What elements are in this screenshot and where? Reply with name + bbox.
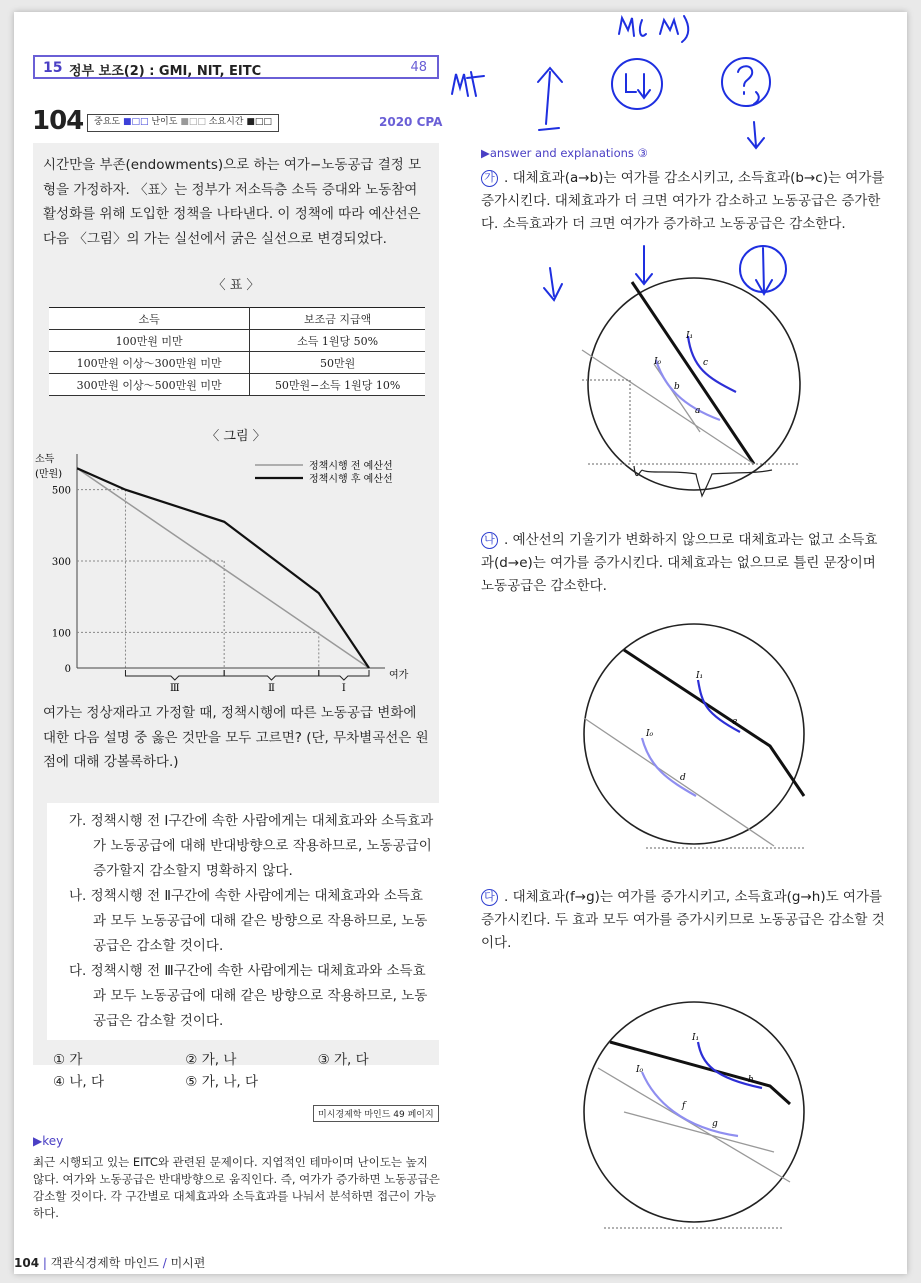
table-cell: 100만원 미만 — [49, 330, 250, 352]
table-cell: 50만원−소득 1원당 10% — [250, 374, 425, 396]
segment-brace — [125, 670, 224, 680]
statement-list — [47, 803, 443, 1040]
table-row — [49, 352, 425, 374]
chapter-number: 15 — [43, 60, 63, 76]
table-cell: 소득 1원당 50% — [250, 330, 425, 352]
choice-1[interactable]: ① 가 — [53, 1052, 83, 1068]
answer-choices — [53, 1049, 428, 1093]
table-header: 보조금 지급액 — [250, 308, 425, 330]
y-axis-label: (만원) — [35, 469, 63, 480]
figure-caption: 〈 그림 〉 — [206, 429, 266, 444]
answer-na — [481, 529, 889, 598]
table-caption: 〈 표 〉 — [212, 278, 260, 293]
answer-ga — [481, 167, 889, 236]
statement-na: 나. 정책시행 전 Ⅱ구간에 속한 사람에게는 대체효과와 소득효과 모두 노동공급에 대해 같은 방향으로 작용하므로, 노동공급은 감소할 것이다. — [69, 888, 428, 954]
importance-rating: ■□□ — [122, 117, 149, 127]
table-row — [49, 374, 425, 396]
textbook-page — [14, 12, 907, 1274]
choice-5[interactable]: ⑤ 가, 나, 다 — [185, 1074, 258, 1090]
chapter-title: 정부 보조(2) : GMI, NIT, EITC — [69, 64, 262, 79]
legend — [255, 459, 393, 485]
question-stem: 시간만을 부존(endowments)으로 하는 여가−노동공급 결정 모형을 가정하자. 〈표〉는 정부가 저소득층 소득 증대와 노동참여 활성화를 위해 도입한 정책을 나타낸다. 이 정책에 따라 예산선은 다음 〈그림〉의 가는 실선에서 굵은 실선으로 변경되었다. — [43, 157, 422, 247]
marker-ga: 가 — [481, 170, 498, 187]
diagram-na — [574, 620, 814, 860]
y-ticks — [52, 486, 71, 675]
footer-page-number: 104 — [14, 1256, 40, 1270]
time-label: 소요시간 — [208, 117, 244, 127]
key-text: 최근 시행되고 있는 EITC와 관련된 문제이다. 지엽적인 테마이며 난이도는 높지 않다. 여가와 노동공급은 반대방향으로 움직인다. 즉, 여가가 증가하면 노동공급은 감소할 것이다. 각 구간별로 대체효과와 소득효과를 나눠서 분석하면 접근이 가능하다. — [33, 1155, 440, 1220]
table-row — [49, 330, 425, 352]
label-c: c — [703, 358, 709, 368]
statement-da: 다. 정책시행 전 Ⅲ구간에 속한 사람에게는 대체효과와 소득효과 모두 노동공급에 대해 같은 방향으로 작용하므로, 노동공급은 감소할 것이다. — [69, 963, 428, 1029]
difficulty-label: 난이도 — [151, 117, 178, 127]
legend-before: 정책시행 전 예산선 — [309, 461, 393, 472]
y-tick-label: 100 — [51, 628, 71, 640]
label-I0: I₀ — [646, 729, 654, 739]
answer-ga-text: . 대체효과(a→b)는 여가를 감소시키고, 소득효과(b→c)는 여가를 증가시킨다. 대체효과가 더 크면 여가가 감소하고 노동공급은 증가한다. 소득효과가 더 크면 여가가 증가하고 노동공급은 감소한다. — [481, 170, 885, 232]
footer-section: 미시편 — [170, 1256, 206, 1270]
key-label: ▶key — [33, 1134, 64, 1148]
segment-brace — [319, 670, 369, 680]
difficulty-rating: ■□□ — [180, 117, 206, 127]
answer-da — [481, 886, 889, 955]
answer-na-text: . 예산선의 기울기가 변화하지 않으므로 대체효과는 없고 소득효과(d→e)는 여가를 증가시킨다. 대체효과는 없으므로 틀린 문장이며 노동공급은 감소한다. — [481, 532, 878, 594]
label-I1: I₁ — [692, 1033, 700, 1043]
question-box — [33, 143, 439, 1090]
y-axis-label: 소득 — [35, 454, 55, 465]
budget-line-chart — [33, 448, 439, 693]
question-meta — [87, 114, 279, 132]
label-e: e — [732, 717, 738, 727]
time-rating: ■□□ — [246, 117, 272, 127]
importance-label: 중요도 — [94, 117, 121, 127]
segment-label: Ⅰ — [341, 683, 346, 694]
answer-da-text: . 대체효과(f→g)는 여가를 증가시키고, 소득효과(g→h)도 여가를 증가시킨다. 두 효과 모두 여가를 증가시키므로 노동공급은 감소할 것이다. — [481, 889, 885, 951]
y-tick-label: 0 — [64, 664, 71, 675]
table-header-row — [49, 308, 425, 330]
question-number: 104 — [32, 106, 84, 136]
label-I0: I₀ — [654, 357, 662, 367]
diagram-da — [574, 1002, 814, 1242]
choice-3[interactable]: ③ 가, 다 — [317, 1052, 369, 1068]
series-before — [77, 468, 369, 668]
footer-book-title: 객관식경제학 마인드 — [50, 1256, 159, 1270]
label-g: g — [712, 1119, 718, 1129]
segment-braces — [125, 670, 369, 694]
subsidy-table — [49, 307, 425, 396]
reference-tag: 미시경제학 마인드 49 페이지 — [313, 1105, 439, 1122]
page-footer: 104 | 객관식경제학 마인드 / 미시편 — [14, 1256, 206, 1270]
x-axis-label: 여가 — [389, 670, 409, 681]
label-I1: I₁ — [696, 671, 704, 681]
segment-label: Ⅲ — [169, 683, 180, 694]
question-prompt: 여가는 정상재라고 가정할 때, 정책시행에 따른 노동공급 변화에 대한 다음 설명 중 옳은 것만을 모두 고르면? (단, 무차별곡선은 원점에 대해 강볼록하다.) — [43, 705, 429, 770]
chapter-page: 48 — [410, 60, 427, 75]
table-header: 소득 — [49, 308, 250, 330]
label-f: f — [682, 1101, 686, 1111]
choice-2[interactable]: ② 가, 나 — [185, 1052, 237, 1068]
diagram-ga — [574, 274, 814, 514]
marker-na: 나 — [481, 532, 498, 549]
label-a: a — [695, 406, 701, 416]
table-cell: 100만원 이상～300만원 미만 — [49, 352, 250, 374]
label-I1: I₁ — [686, 331, 694, 341]
statement-ga: 가. 정책시행 전 Ⅰ구간에 속한 사람에게는 대체효과와 소득효과가 노동공급에 대해 반대방향으로 작용하므로, 노동공급이 증가할지 감소할지 명확하지 않다. — [69, 813, 434, 879]
label-h: h — [748, 1075, 754, 1085]
table-cell: 50만원 — [250, 352, 425, 374]
marker-da: 다 — [481, 889, 498, 906]
segment-brace — [224, 670, 319, 680]
y-tick-label: 300 — [51, 557, 71, 568]
label-d: d — [680, 773, 686, 783]
answer-heading: ▶answer and explanations ③ — [481, 146, 648, 160]
guide-lines — [77, 490, 319, 668]
choice-4[interactable]: ④ 나, 다 — [53, 1074, 105, 1090]
question-source: 2020 CPA — [379, 115, 443, 129]
legend-after: 정책시행 후 예산선 — [309, 474, 393, 485]
segment-label: Ⅱ — [268, 683, 275, 694]
label-I0: I₀ — [636, 1065, 644, 1075]
table-cell: 300만원 이상～500만원 미만 — [49, 374, 250, 396]
label-b: b — [674, 382, 680, 392]
y-tick-label: 500 — [51, 485, 71, 497]
